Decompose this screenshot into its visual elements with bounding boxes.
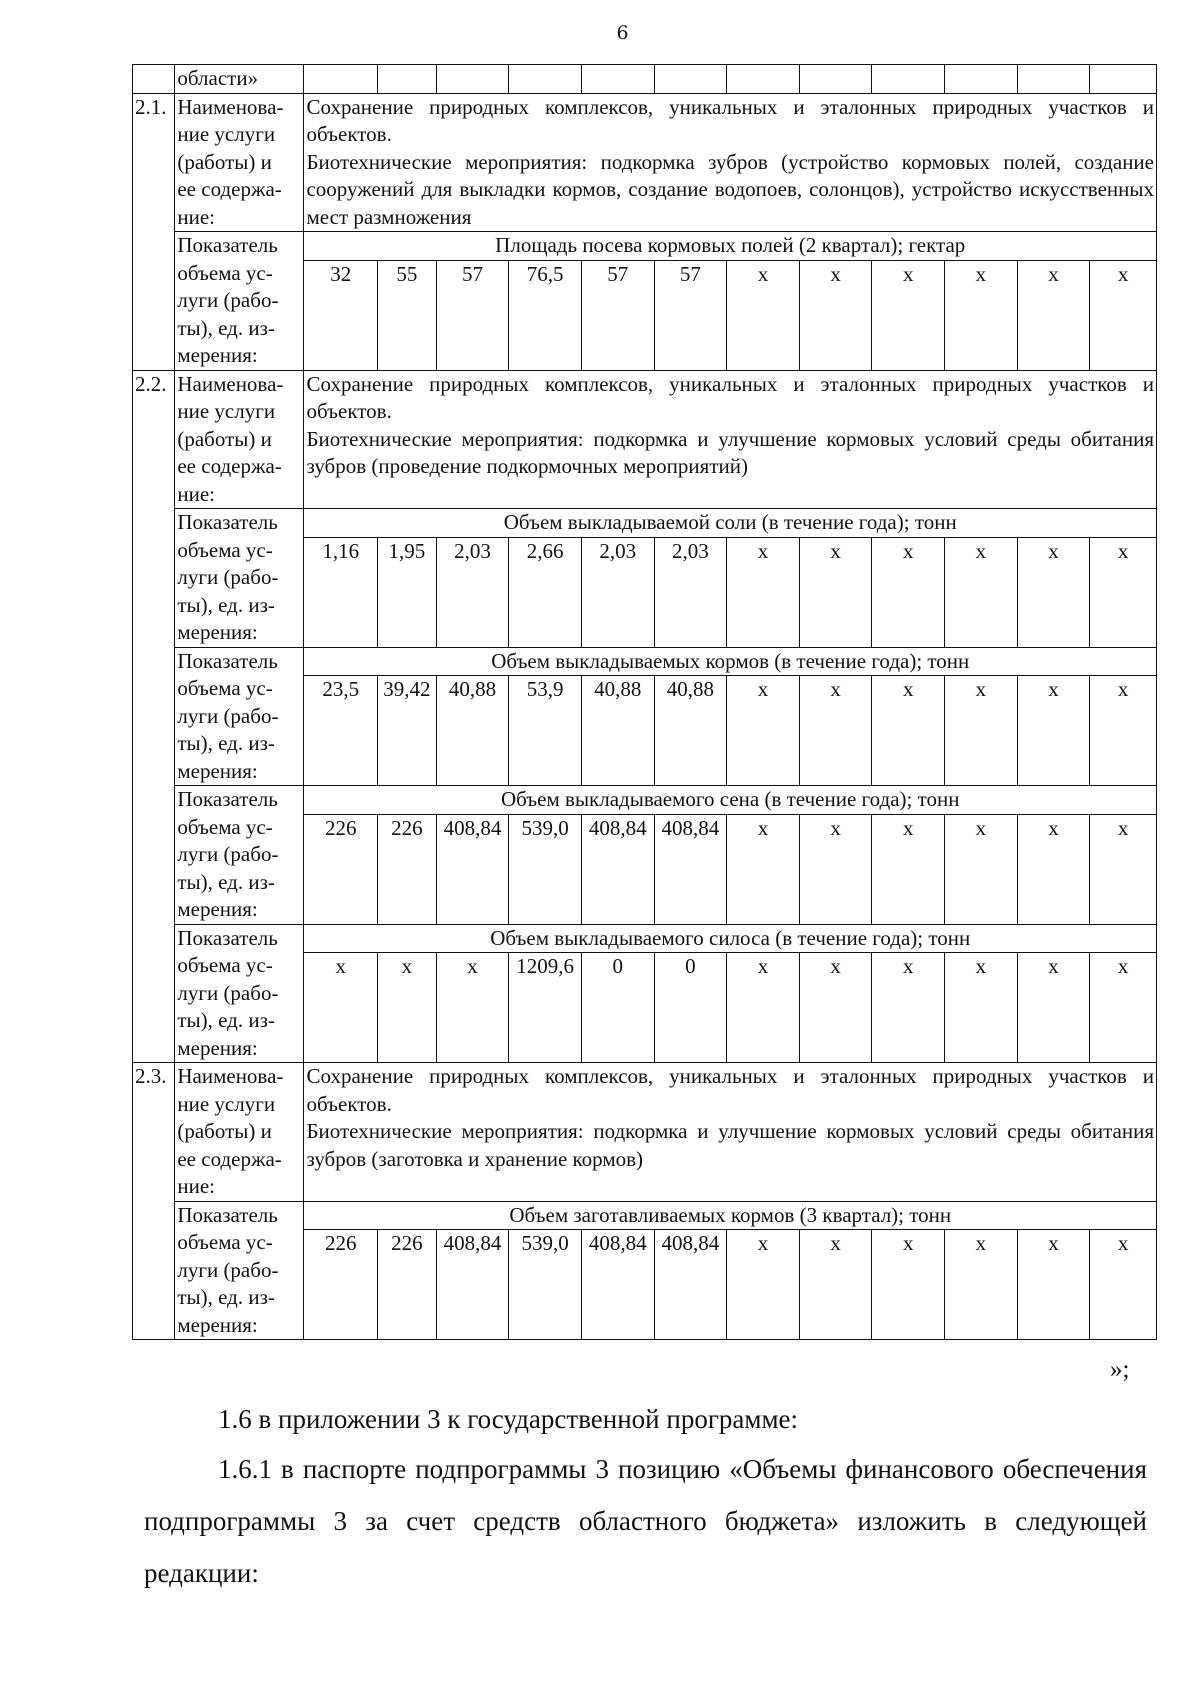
indicator-value: х bbox=[799, 814, 872, 924]
indicator-title-row bbox=[133, 924, 1157, 953]
indicator-value: 40,88 bbox=[654, 676, 727, 786]
indicator-value: х bbox=[799, 953, 872, 1063]
indicator-label: Показатель объема ус- луги (рабо- ты), ед. из- мерения: bbox=[175, 786, 304, 925]
section-number: 2.3. bbox=[133, 1063, 175, 1340]
program-table bbox=[132, 64, 1157, 1340]
indicator-value: х bbox=[378, 953, 437, 1063]
section-number: 2.1. bbox=[133, 93, 175, 370]
indicator-value: х bbox=[872, 1230, 945, 1340]
indicator-value: х bbox=[945, 676, 1018, 786]
indicator-value: 226 bbox=[378, 814, 437, 924]
service-content: Сохранение природных комплексов, уникальных и эталонных природных участков и объектов. Биотехнические мероприятия: подкормка и улучшение кормовых условий среды обитания зубров (заготовка и хранение кормов) bbox=[304, 1063, 1157, 1202]
indicator-value: 2,03 bbox=[581, 537, 654, 647]
indicator-value: 23,5 bbox=[304, 676, 378, 786]
indicator-value: х bbox=[1090, 537, 1157, 647]
indicator-value: х bbox=[1090, 814, 1157, 924]
row-label: области» bbox=[175, 65, 304, 94]
indicator-value: х bbox=[727, 260, 800, 370]
indicator-value: 2,03 bbox=[654, 537, 727, 647]
closing-quote: »; bbox=[1110, 1356, 1130, 1383]
service-content: Сохранение природных комплексов, уникальных и эталонных природных участков и объектов. Биотехнические мероприятия: подкормка и улучшение кормовых условий среды обитания зубров (проведение подкормочных мероприятий) bbox=[304, 370, 1157, 509]
name-label: Наименова- ние услуги (работы) и ее содержа- ние: bbox=[175, 93, 304, 232]
page-number: 6 bbox=[616, 22, 629, 44]
indicator-value: х bbox=[945, 1230, 1018, 1340]
indicator-label: Показатель объема ус- луги (рабо- ты), ед. из- мерения: bbox=[175, 924, 304, 1063]
indicator-title-row bbox=[133, 509, 1157, 538]
value-cell bbox=[509, 65, 582, 94]
indicator-value: 408,84 bbox=[654, 1230, 727, 1340]
indicator-label: Показатель объема ус- луги (рабо- ты), ед. из- мерения: bbox=[175, 232, 304, 371]
indicator-value: х bbox=[1017, 953, 1090, 1063]
indicator-value: 226 bbox=[304, 1230, 378, 1340]
value-cell bbox=[581, 65, 654, 94]
value-cell bbox=[872, 65, 945, 94]
indicator-value: х bbox=[945, 260, 1018, 370]
paragraph-1-6: 1.6 в приложении 3 к государственной программе: bbox=[218, 1404, 799, 1434]
value-cell bbox=[304, 65, 378, 94]
indicator-value: 539,0 bbox=[509, 814, 582, 924]
service-content: Сохранение природных комплексов, уникальных и эталонных природных участков и объектов. Биотехнические мероприятия: подкормка зубров (устройство кормовых полей, создание сооружений для выкладки кормов, создание водопоев, солонцов), устройство искусственных мест размножения bbox=[304, 93, 1157, 232]
indicator-value: х bbox=[1090, 1230, 1157, 1340]
indicator-value: х bbox=[799, 260, 872, 370]
value-cell bbox=[1090, 65, 1157, 94]
indicator-value: х bbox=[945, 953, 1018, 1063]
indicator-value: 39,42 bbox=[378, 676, 437, 786]
indicator-value: 226 bbox=[304, 814, 378, 924]
indicator-value: х bbox=[872, 537, 945, 647]
indicator-value: х bbox=[872, 814, 945, 924]
indicator-value: 408,84 bbox=[436, 1230, 509, 1340]
indicator-value: х bbox=[799, 537, 872, 647]
indicator-value: 0 bbox=[581, 953, 654, 1063]
indicator-value: х bbox=[872, 953, 945, 1063]
indicator-title-row bbox=[133, 647, 1157, 676]
indicator-value: х bbox=[945, 814, 1018, 924]
indicator-value: х bbox=[727, 953, 800, 1063]
indicator-title: Объем выкладываемого силоса (в течение года); тонн bbox=[304, 924, 1157, 953]
indicator-value: 2,66 bbox=[509, 537, 582, 647]
number-cell bbox=[133, 65, 175, 94]
indicator-value: х bbox=[1090, 676, 1157, 786]
indicator-value: 57 bbox=[436, 260, 509, 370]
indicator-title: Площадь посева кормовых полей (2 квартал); гектар bbox=[304, 232, 1157, 261]
indicator-value: 53,9 bbox=[509, 676, 582, 786]
indicator-value: 40,88 bbox=[436, 676, 509, 786]
indicator-value: х bbox=[727, 1230, 800, 1340]
indicator-title: Объем выкладываемой соли (в течение года); тонн bbox=[304, 509, 1157, 538]
indicator-value: 2,03 bbox=[436, 537, 509, 647]
indicator-value: х bbox=[799, 676, 872, 786]
indicator-title-row bbox=[133, 1201, 1157, 1230]
indicator-value: х bbox=[304, 953, 378, 1063]
indicator-value: 1,16 bbox=[304, 537, 378, 647]
indicator-label: Показатель объема ус- луги (рабо- ты), ед. из- мерения: bbox=[175, 1201, 304, 1340]
value-cell bbox=[654, 65, 727, 94]
indicator-title: Объем выкладываемого сена (в течение года); тонн bbox=[304, 786, 1157, 815]
name-label: Наименова- ние услуги (работы) и ее содержа- ние: bbox=[175, 1063, 304, 1202]
indicator-value: 32 bbox=[304, 260, 378, 370]
indicator-value: х bbox=[872, 676, 945, 786]
section-number: 2.2. bbox=[133, 370, 175, 1063]
value-cell bbox=[727, 65, 800, 94]
indicator-title-row bbox=[133, 786, 1157, 815]
section-row bbox=[133, 1063, 1157, 1202]
indicator-value: х bbox=[727, 814, 800, 924]
indicator-value: х bbox=[1017, 1230, 1090, 1340]
indicator-value: 0 bbox=[654, 953, 727, 1063]
name-label: Наименова- ние услуги (работы) и ее содержа- ние: bbox=[175, 370, 304, 509]
paragraph-1-6-1: 1.6.1 в паспорте подпрограммы 3 позицию «Объемы финансового обеспечения подпрограммы 3 за счет средств областного бюджета» изложить в следующей редакции: bbox=[144, 1454, 1147, 1588]
indicator-value: 57 bbox=[581, 260, 654, 370]
indicator-value: 408,84 bbox=[436, 814, 509, 924]
section-row bbox=[133, 370, 1157, 509]
indicator-value: 408,84 bbox=[654, 814, 727, 924]
indicator-value: 76,5 bbox=[509, 260, 582, 370]
indicator-value: 408,84 bbox=[581, 814, 654, 924]
indicator-value: х bbox=[1017, 814, 1090, 924]
value-cell bbox=[436, 65, 509, 94]
indicator-value: 55 bbox=[378, 260, 437, 370]
indicator-label: Показатель объема ус- луги (рабо- ты), ед. из- мерения: bbox=[175, 647, 304, 786]
indicator-value: х bbox=[1017, 537, 1090, 647]
indicator-value: х bbox=[1090, 953, 1157, 1063]
indicator-value: х bbox=[727, 676, 800, 786]
indicator-value: х bbox=[1017, 676, 1090, 786]
continuation-row bbox=[133, 65, 1157, 94]
indicator-value: 1209,6 bbox=[509, 953, 582, 1063]
indicator-value: х bbox=[436, 953, 509, 1063]
indicator-value: х bbox=[727, 537, 800, 647]
indicator-value: 539,0 bbox=[509, 1230, 582, 1340]
indicator-value: х bbox=[872, 260, 945, 370]
value-cell bbox=[378, 65, 437, 94]
indicator-label: Показатель объема ус- луги (рабо- ты), ед. из- мерения: bbox=[175, 509, 304, 648]
indicator-value: 57 bbox=[654, 260, 727, 370]
indicator-value: х bbox=[1017, 260, 1090, 370]
indicator-title-row bbox=[133, 232, 1157, 261]
indicator-value: 40,88 bbox=[581, 676, 654, 786]
indicator-title: Объем заготавливаемых кормов (3 квартал); тонн bbox=[304, 1201, 1157, 1230]
value-cell bbox=[799, 65, 872, 94]
indicator-title: Объем выкладываемых кормов (в течение года); тонн bbox=[304, 647, 1157, 676]
section-row bbox=[133, 93, 1157, 232]
indicator-value: х bbox=[1090, 260, 1157, 370]
indicator-value: х bbox=[799, 1230, 872, 1340]
indicator-value: 408,84 bbox=[581, 1230, 654, 1340]
indicator-value: 226 bbox=[378, 1230, 437, 1340]
indicator-value: х bbox=[945, 537, 1018, 647]
value-cell bbox=[945, 65, 1018, 94]
indicator-value: 1,95 bbox=[378, 537, 437, 647]
value-cell bbox=[1017, 65, 1090, 94]
